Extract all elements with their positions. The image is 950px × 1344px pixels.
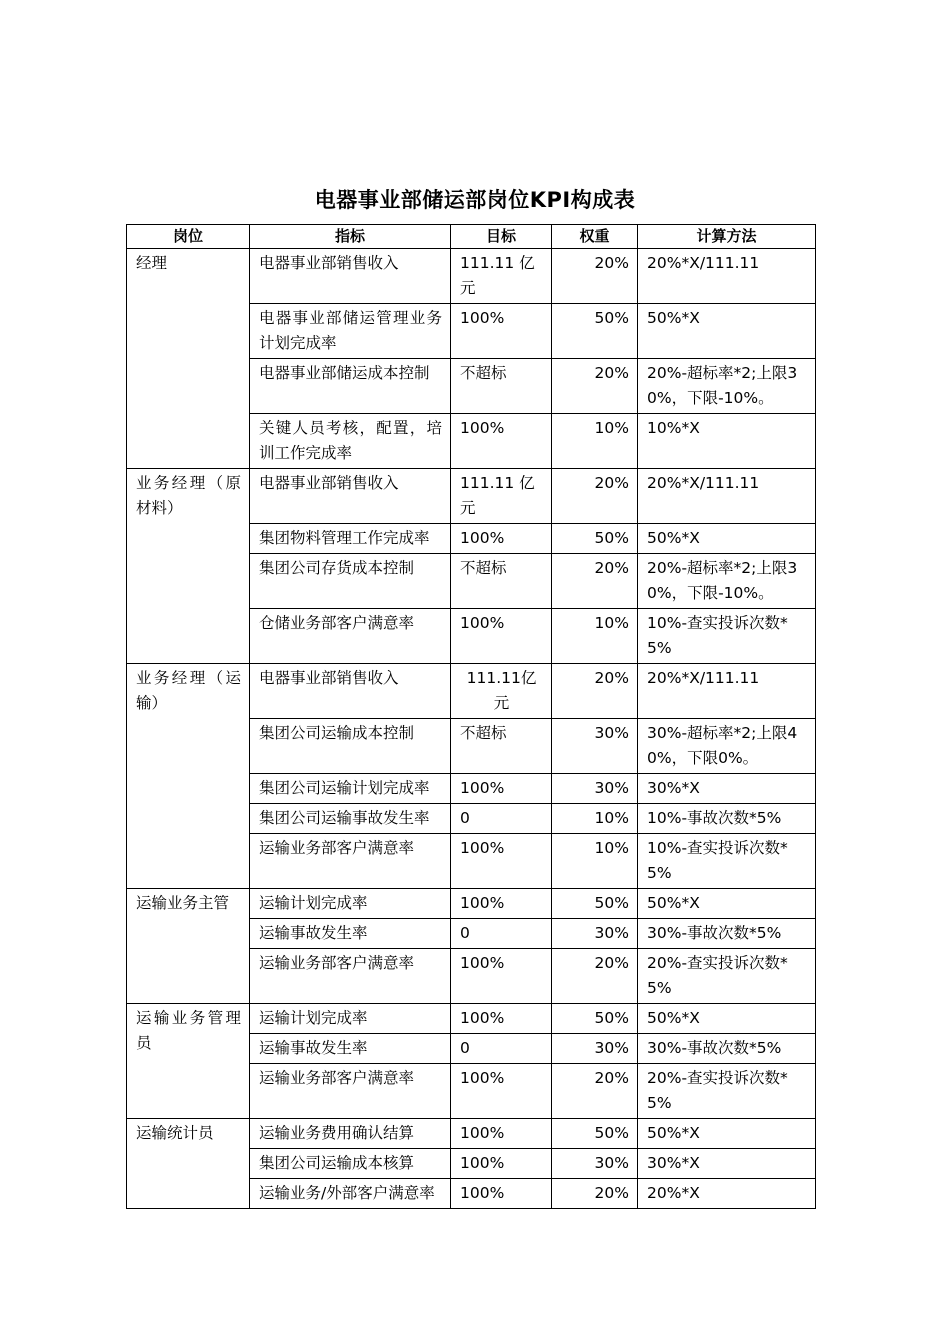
table-row bbox=[127, 1004, 816, 1034]
method-cell: 50%*X bbox=[638, 1119, 816, 1149]
header-weight: 权重 bbox=[552, 225, 638, 249]
method-cell: 30%-事故次数*5% bbox=[638, 1034, 816, 1064]
method-cell: 50%*X bbox=[638, 304, 816, 359]
weight-cell: 20% bbox=[552, 949, 638, 1004]
indicator-cell: 电器事业部销售收入 bbox=[250, 469, 451, 524]
weight-cell: 30% bbox=[552, 774, 638, 804]
weight-cell: 50% bbox=[552, 524, 638, 554]
target-cell: 111.11 亿元 bbox=[451, 249, 552, 304]
position-cell: 运输业务管理员 bbox=[127, 1004, 250, 1119]
target-cell: 100% bbox=[451, 414, 552, 469]
weight-cell: 50% bbox=[552, 889, 638, 919]
indicator-cell: 运输业务费用确认结算 bbox=[250, 1119, 451, 1149]
table-row bbox=[127, 664, 816, 719]
method-cell: 30%*X bbox=[638, 774, 816, 804]
target-cell: 100% bbox=[451, 1179, 552, 1209]
weight-cell: 20% bbox=[552, 1179, 638, 1209]
method-cell: 10%-查实投诉次数*5% bbox=[638, 609, 816, 664]
position-cell: 运输业务主管 bbox=[127, 889, 250, 1004]
target-cell: 111.11 亿元 bbox=[451, 469, 552, 524]
target-cell: 不超标 bbox=[451, 554, 552, 609]
indicator-cell: 运输计划完成率 bbox=[250, 889, 451, 919]
target-cell: 100% bbox=[451, 949, 552, 1004]
weight-cell: 20% bbox=[552, 249, 638, 304]
weight-cell: 20% bbox=[552, 469, 638, 524]
target-cell: 100% bbox=[451, 304, 552, 359]
method-cell: 20%*X/111.11 bbox=[638, 469, 816, 524]
header-position: 岗位 bbox=[127, 225, 250, 249]
target-cell: 100% bbox=[451, 1064, 552, 1119]
indicator-cell: 集团公司运输成本核算 bbox=[250, 1149, 451, 1179]
weight-cell: 50% bbox=[552, 1004, 638, 1034]
method-cell: 10%*X bbox=[638, 414, 816, 469]
position-cell: 运输统计员 bbox=[127, 1119, 250, 1209]
weight-cell: 20% bbox=[552, 554, 638, 609]
indicator-cell: 运输计划完成率 bbox=[250, 1004, 451, 1034]
target-cell: 100% bbox=[451, 889, 552, 919]
table-body bbox=[127, 249, 816, 1209]
weight-cell: 50% bbox=[552, 1119, 638, 1149]
weight-cell: 30% bbox=[552, 919, 638, 949]
weight-cell: 50% bbox=[552, 304, 638, 359]
method-cell: 50%*X bbox=[638, 1004, 816, 1034]
indicator-cell: 运输业务/外部客户满意率 bbox=[250, 1179, 451, 1209]
header-target: 目标 bbox=[451, 225, 552, 249]
table-row bbox=[127, 889, 816, 919]
method-cell: 20%*X/111.11 bbox=[638, 664, 816, 719]
table-header-row bbox=[127, 225, 816, 249]
target-cell: 不超标 bbox=[451, 359, 552, 414]
target-cell: 0 bbox=[451, 1034, 552, 1064]
indicator-cell: 电器事业部储运管理业务计划完成率 bbox=[250, 304, 451, 359]
indicator-cell: 电器事业部销售收入 bbox=[250, 249, 451, 304]
indicator-cell: 集团公司运输成本控制 bbox=[250, 719, 451, 774]
method-cell: 20%-超标率*2;上限30%，下限-10%。 bbox=[638, 554, 816, 609]
method-cell: 20%*X/111.11 bbox=[638, 249, 816, 304]
weight-cell: 10% bbox=[552, 834, 638, 889]
target-cell: 0 bbox=[451, 919, 552, 949]
indicator-cell: 运输事故发生率 bbox=[250, 1034, 451, 1064]
header-indicator: 指标 bbox=[250, 225, 451, 249]
indicator-cell: 运输业务部客户满意率 bbox=[250, 949, 451, 1004]
position-cell: 业务经理（运输） bbox=[127, 664, 250, 889]
target-cell: 111.11亿元 bbox=[451, 664, 552, 719]
target-cell: 100% bbox=[451, 834, 552, 889]
weight-cell: 20% bbox=[552, 1064, 638, 1119]
method-cell: 50%*X bbox=[638, 524, 816, 554]
header-method: 计算方法 bbox=[638, 225, 816, 249]
target-cell: 100% bbox=[451, 1119, 552, 1149]
indicator-cell: 集团公司存货成本控制 bbox=[250, 554, 451, 609]
weight-cell: 10% bbox=[552, 414, 638, 469]
method-cell: 30%*X bbox=[638, 1149, 816, 1179]
document-title: 电器事业部储运部岗位KPI构成表 bbox=[314, 188, 636, 212]
weight-cell: 30% bbox=[552, 1034, 638, 1064]
target-cell: 100% bbox=[451, 524, 552, 554]
method-cell: 30%-超标率*2;上限40%，下限0%。 bbox=[638, 719, 816, 774]
weight-cell: 10% bbox=[552, 609, 638, 664]
indicator-cell: 关键人员考核，配置，培训工作完成率 bbox=[250, 414, 451, 469]
indicator-cell: 电器事业部销售收入 bbox=[250, 664, 451, 719]
method-cell: 20%-查实投诉次数*5% bbox=[638, 949, 816, 1004]
position-cell: 业务经理（原材料） bbox=[127, 469, 250, 664]
table-row bbox=[127, 249, 816, 304]
weight-cell: 30% bbox=[552, 719, 638, 774]
indicator-cell: 集团物料管理工作完成率 bbox=[250, 524, 451, 554]
method-cell: 10%-事故次数*5% bbox=[638, 804, 816, 834]
kpi-table bbox=[126, 224, 816, 1209]
indicator-cell: 运输事故发生率 bbox=[250, 919, 451, 949]
indicator-cell: 运输业务部客户满意率 bbox=[250, 834, 451, 889]
table-row bbox=[127, 469, 816, 524]
target-cell: 100% bbox=[451, 609, 552, 664]
table-row bbox=[127, 1119, 816, 1149]
target-cell: 100% bbox=[451, 1149, 552, 1179]
indicator-cell: 集团公司运输计划完成率 bbox=[250, 774, 451, 804]
weight-cell: 30% bbox=[552, 1149, 638, 1179]
weight-cell: 10% bbox=[552, 804, 638, 834]
weight-cell: 20% bbox=[552, 664, 638, 719]
target-cell: 100% bbox=[451, 1004, 552, 1034]
method-cell: 20%-超标率*2;上限30%，下限-10%。 bbox=[638, 359, 816, 414]
target-cell: 0 bbox=[451, 804, 552, 834]
method-cell: 50%*X bbox=[638, 889, 816, 919]
target-cell: 不超标 bbox=[451, 719, 552, 774]
indicator-cell: 电器事业部储运成本控制 bbox=[250, 359, 451, 414]
position-cell: 经理 bbox=[127, 249, 250, 469]
method-cell: 20%-查实投诉次数*5% bbox=[638, 1064, 816, 1119]
method-cell: 10%-查实投诉次数*5% bbox=[638, 834, 816, 889]
method-cell: 20%*X bbox=[638, 1179, 816, 1209]
indicator-cell: 仓储业务部客户满意率 bbox=[250, 609, 451, 664]
target-cell: 100% bbox=[451, 774, 552, 804]
indicator-cell: 集团公司运输事故发生率 bbox=[250, 804, 451, 834]
method-cell: 30%-事故次数*5% bbox=[638, 919, 816, 949]
indicator-cell: 运输业务部客户满意率 bbox=[250, 1064, 451, 1119]
weight-cell: 20% bbox=[552, 359, 638, 414]
